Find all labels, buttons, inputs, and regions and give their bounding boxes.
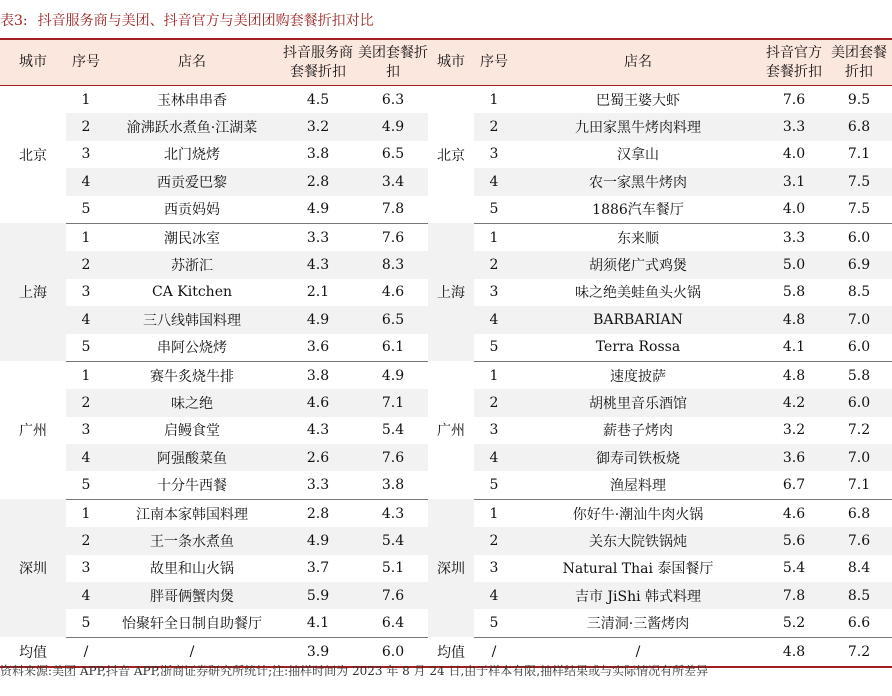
average-label-right: 均值: [428, 637, 474, 667]
table-row: [0, 86, 892, 114]
store-name-left: 串阿公烧烤: [106, 334, 278, 362]
average-douyin-service-discount: 3.9: [278, 637, 358, 667]
row-number-right: 2: [474, 251, 514, 278]
douyin-official-discount-cell: 7.6: [782, 91, 806, 108]
store-name-right: 渔屋料理: [514, 471, 762, 499]
meituan-discount-cell-right: 5.8: [847, 367, 871, 384]
store-name-left: 江南本家韩国料理: [136, 506, 248, 523]
meituan-discount-cell-left: 6.5: [358, 306, 428, 333]
douyin-service-discount-cell: 4.5: [306, 91, 330, 108]
discount-comparison-table: [0, 38, 892, 668]
store-name-right: 农一家黑牛烤肉: [514, 168, 762, 195]
store-name-left: 故里和山火锅: [150, 561, 234, 578]
average-name-left: /: [106, 637, 278, 667]
store-name-left: 启鳗食堂: [164, 423, 220, 440]
douyin-service-discount-cell: 3.2: [278, 113, 358, 140]
average-label-left: 均值: [0, 637, 66, 667]
meituan-discount-cell-right: 7.5: [826, 196, 892, 224]
row-number-left: 4: [66, 306, 106, 333]
store-name-left: 十分牛西餐: [106, 471, 278, 499]
douyin-service-discount-cell: 4.1: [278, 609, 358, 637]
store-name-left: 怡聚轩全日制自助餐厅: [106, 609, 278, 637]
header-row: [0, 39, 892, 86]
average-name-right: /: [514, 637, 762, 667]
meituan-discount-cell-left: 6.5: [381, 146, 405, 163]
row-number-left: 4: [66, 444, 106, 471]
douyin-official-discount-cell: 3.3: [762, 113, 826, 140]
row-number-right: 3: [489, 146, 499, 163]
store-name-left: 阿强酸菜鱼: [106, 444, 278, 471]
row-number-right: 2: [474, 527, 514, 554]
row-number-right: 1: [489, 229, 499, 246]
douyin-official-discount-cell: 5.6: [762, 527, 826, 554]
row-number-left: 2: [66, 527, 106, 554]
meituan-discount-cell-right: 8.5: [847, 284, 871, 301]
douyin-service-discount-cell: 4.9: [278, 196, 358, 224]
meituan-discount-cell-left: 7.6: [381, 229, 405, 246]
douyin-official-discount-cell: 4.0: [762, 196, 826, 224]
meituan-discount-cell-left: 7.6: [358, 444, 428, 471]
douyin-official-discount-cell: 7.8: [762, 582, 826, 609]
average-meituan-discount-left: 6.0: [358, 637, 428, 667]
douyin-official-discount-cell: 3.6: [762, 444, 826, 471]
store-name-right: 巴蜀王婆大虾: [596, 92, 680, 109]
store-name-left: 三八线韩国料理: [106, 306, 278, 333]
douyin-service-discount-cell: 3.3: [278, 471, 358, 499]
douyin-service-discount-cell: 2.6: [278, 444, 358, 471]
row-number-right: 4: [474, 582, 514, 609]
store-name-left: 胖哥俩蟹肉煲: [106, 582, 278, 609]
meituan-discount-cell-left: 6.1: [358, 334, 428, 362]
city-cell-left: 上海: [0, 223, 66, 361]
douyin-official-discount-cell: 6.7: [762, 471, 826, 499]
table-caption: [0, 10, 374, 32]
city-cell-right: 北京: [428, 86, 474, 224]
meituan-discount-cell-left: 4.6: [381, 284, 405, 301]
table-number: 表3:: [0, 13, 28, 29]
city-cell-right: 广州: [428, 361, 474, 499]
header-no-right: 序号: [474, 39, 514, 86]
douyin-official-discount-cell: 4.0: [782, 146, 806, 163]
average-no-right: /: [474, 637, 514, 667]
store-name-right: Terra Rossa: [514, 334, 762, 362]
row-number-left: 5: [66, 334, 106, 362]
douyin-official-discount-cell: 4.8: [762, 306, 826, 333]
store-name-right: 九田家黑牛烤肉料理: [514, 113, 762, 140]
store-name-left: 味之绝: [106, 389, 278, 416]
store-name-right: 胡须佬广式鸡煲: [514, 251, 762, 278]
douyin-service-discount-cell: 4.9: [278, 306, 358, 333]
row-number-right: 1: [489, 505, 499, 522]
meituan-discount-cell-right: 6.8: [847, 505, 871, 522]
row-number-right: 4: [474, 306, 514, 333]
douyin-service-discount-cell: 2.8: [278, 168, 358, 195]
header-douyin-official-discount: 抖音官方套餐折扣: [762, 39, 826, 86]
row-number-left: 1: [81, 367, 91, 384]
meituan-discount-cell-right: 7.5: [826, 168, 892, 195]
city-cell-left: 北京: [0, 86, 66, 224]
row-number-right: 4: [474, 168, 514, 195]
source-note: 资料来源:美团 APP,抖音 APP,浙商证券研究所统计;注:抽样时间为 2023 年 8 月 24 日,由于样本有限,抽样结果或与实际情况有所差异: [0, 664, 709, 678]
douyin-service-discount-cell: 3.3: [306, 229, 330, 246]
douyin-official-discount-cell: 4.8: [782, 367, 806, 384]
city-cell-right: 上海: [428, 223, 474, 361]
store-name-left: 苏浙汇: [106, 251, 278, 278]
store-name-left: 北门烧烤: [164, 147, 220, 164]
store-name-left: 潮民冰室: [164, 230, 220, 247]
store-name-left: 玉林串串香: [157, 92, 227, 109]
header-no-left: 序号: [66, 39, 106, 86]
row-number-right: 2: [474, 113, 514, 140]
meituan-discount-cell-right: 7.1: [847, 146, 871, 163]
douyin-service-discount-cell: 3.8: [306, 367, 330, 384]
meituan-discount-cell-left: 4.9: [358, 113, 428, 140]
store-name-right: 关东大院铁锅炖: [514, 527, 762, 554]
store-name-right: 速度披萨: [610, 368, 666, 385]
row-number-right: 3: [489, 560, 499, 577]
meituan-discount-cell-left: 5.4: [381, 422, 405, 439]
table-title: 抖音服务商与美团、抖音官方与美团团购套餐折扣对比: [37, 13, 374, 29]
meituan-discount-cell-left: 3.8: [358, 471, 428, 499]
row-number-left: 2: [66, 389, 106, 416]
city-cell-left: 广州: [0, 361, 66, 499]
store-name-left: 西贡妈妈: [106, 196, 278, 224]
meituan-discount-cell-right: 8.4: [847, 560, 871, 577]
douyin-official-discount-cell: 4.2: [762, 389, 826, 416]
douyin-official-discount-cell: 5.2: [762, 609, 826, 637]
meituan-discount-cell-right: 6.0: [826, 389, 892, 416]
row-number-left: 3: [81, 560, 91, 577]
row-number-left: 1: [81, 229, 91, 246]
douyin-service-discount-cell: 4.6: [278, 389, 358, 416]
row-number-left: 5: [66, 609, 106, 637]
store-name-right: 薪巷子烤肉: [603, 423, 673, 440]
store-name-right: 胡桃里音乐酒馆: [514, 389, 762, 416]
douyin-service-discount-cell: 4.9: [278, 527, 358, 554]
row-number-left: 5: [66, 196, 106, 224]
douyin-official-discount-cell: 4.6: [782, 505, 806, 522]
row-number-right: 5: [474, 609, 514, 637]
store-name-right: 御寿司铁板烧: [514, 444, 762, 471]
meituan-discount-cell-left: 4.3: [381, 505, 405, 522]
header-meituan-discount-right: 美团套餐折扣: [826, 39, 892, 86]
store-name-right: 东来顺: [617, 230, 659, 247]
meituan-discount-cell-left: 4.9: [381, 367, 405, 384]
row-number-left: 4: [66, 582, 106, 609]
city-cell-right: 深圳: [428, 499, 474, 637]
meituan-discount-cell-left: 7.8: [358, 196, 428, 224]
store-name-left: 渝沸跃水煮鱼·江湖菜: [106, 113, 278, 140]
meituan-discount-cell-right: 8.5: [826, 582, 892, 609]
header-name-left: 店名: [106, 39, 278, 86]
meituan-discount-cell-left: 8.3: [358, 251, 428, 278]
row-number-left: 2: [66, 251, 106, 278]
meituan-discount-cell-right: 6.8: [826, 113, 892, 140]
douyin-service-discount-cell: 2.8: [306, 505, 330, 522]
row-number-left: 4: [66, 168, 106, 195]
meituan-discount-cell-left: 5.4: [358, 527, 428, 554]
meituan-discount-cell-right: 7.2: [847, 422, 871, 439]
douyin-official-discount-cell: 3.1: [762, 168, 826, 195]
douyin-service-discount-cell: 3.8: [306, 146, 330, 163]
row-number-right: 5: [474, 334, 514, 362]
meituan-discount-cell-right: 7.0: [826, 306, 892, 333]
average-douyin-official-discount: 4.8: [762, 637, 826, 667]
store-name-right: BARBARIAN: [514, 306, 762, 333]
meituan-discount-cell-right: 6.0: [847, 229, 871, 246]
meituan-discount-cell-left: 3.4: [358, 168, 428, 195]
douyin-service-discount-cell: 2.1: [306, 284, 330, 301]
douyin-service-discount-cell: 3.6: [278, 334, 358, 362]
meituan-discount-cell-right: 6.6: [826, 609, 892, 637]
header-meituan-discount-left: 美团套餐折扣: [358, 39, 428, 86]
douyin-official-discount-cell: 5.4: [782, 560, 806, 577]
header-city-right: 城市: [428, 39, 474, 86]
douyin-service-discount-cell: 3.7: [306, 560, 330, 577]
meituan-discount-cell-left: 6.3: [381, 91, 405, 108]
row-number-left: 3: [81, 422, 91, 439]
header-city-left: 城市: [0, 39, 66, 86]
store-name-right: 吉市 JiShi 韩式料理: [514, 582, 762, 609]
store-name-right: 你好牛·潮汕牛肉火锅: [572, 506, 704, 523]
store-name-right: 汉拿山: [617, 147, 659, 164]
meituan-discount-cell-left: 7.6: [358, 582, 428, 609]
meituan-discount-cell-right: 7.6: [826, 527, 892, 554]
header-douyin-service-discount: 抖音服务商套餐折扣: [278, 39, 358, 86]
row-number-left: 2: [66, 113, 106, 140]
douyin-service-discount-cell: 5.9: [278, 582, 358, 609]
row-number-right: 5: [474, 196, 514, 224]
meituan-discount-cell-left: 5.1: [381, 560, 405, 577]
douyin-official-discount-cell: 5.8: [782, 284, 806, 301]
douyin-service-discount-cell: 4.3: [278, 251, 358, 278]
row-number-right: 1: [489, 91, 499, 108]
table-row: [0, 223, 892, 251]
douyin-service-discount-cell: 4.3: [306, 422, 330, 439]
store-name-right: 1886汽车餐厅: [514, 196, 762, 224]
douyin-official-discount-cell: 5.0: [762, 251, 826, 278]
table-row: [0, 361, 892, 389]
douyin-official-discount-cell: 3.3: [782, 229, 806, 246]
store-name-right: 三清洞·三酱烤肉: [514, 609, 762, 637]
average-no-left: /: [66, 637, 106, 667]
store-name-right: 味之绝美蛙鱼头火锅: [575, 285, 701, 302]
row-number-left: 3: [81, 284, 91, 301]
douyin-official-discount-cell: 3.2: [782, 422, 806, 439]
city-cell-left: 深圳: [0, 499, 66, 637]
row-number-right: 2: [474, 389, 514, 416]
meituan-discount-cell-right: 6.9: [826, 251, 892, 278]
row-number-left: 1: [81, 505, 91, 522]
meituan-discount-cell-right: 7.0: [826, 444, 892, 471]
meituan-discount-cell-right: 7.1: [826, 471, 892, 499]
store-name-right: Natural Thai 泰国餐厅: [562, 561, 714, 578]
store-name-left: CA Kitchen: [152, 284, 232, 301]
meituan-discount-cell-right: 6.0: [826, 334, 892, 362]
row-number-right: 4: [474, 444, 514, 471]
row-number-left: 5: [66, 471, 106, 499]
row-number-right: 5: [474, 471, 514, 499]
meituan-discount-cell-left: 7.1: [358, 389, 428, 416]
row-number-left: 1: [81, 91, 91, 108]
row-number-right: 1: [489, 367, 499, 384]
average-meituan-discount-right: 7.2: [826, 637, 892, 667]
store-name-left: 王一条水煮鱼: [106, 527, 278, 554]
table-row: [0, 499, 892, 527]
store-name-left: 赛牛炙烧牛排: [150, 368, 234, 385]
row-number-right: 3: [489, 284, 499, 301]
douyin-official-discount-cell: 4.1: [762, 334, 826, 362]
meituan-discount-cell-right: 9.5: [847, 91, 871, 108]
meituan-discount-cell-left: 6.4: [358, 609, 428, 637]
row-number-left: 3: [81, 146, 91, 163]
store-name-left: 西贡爱巴黎: [106, 168, 278, 195]
table-body: [0, 86, 892, 667]
header-name-right: 店名: [514, 39, 762, 86]
row-number-right: 3: [489, 422, 499, 439]
